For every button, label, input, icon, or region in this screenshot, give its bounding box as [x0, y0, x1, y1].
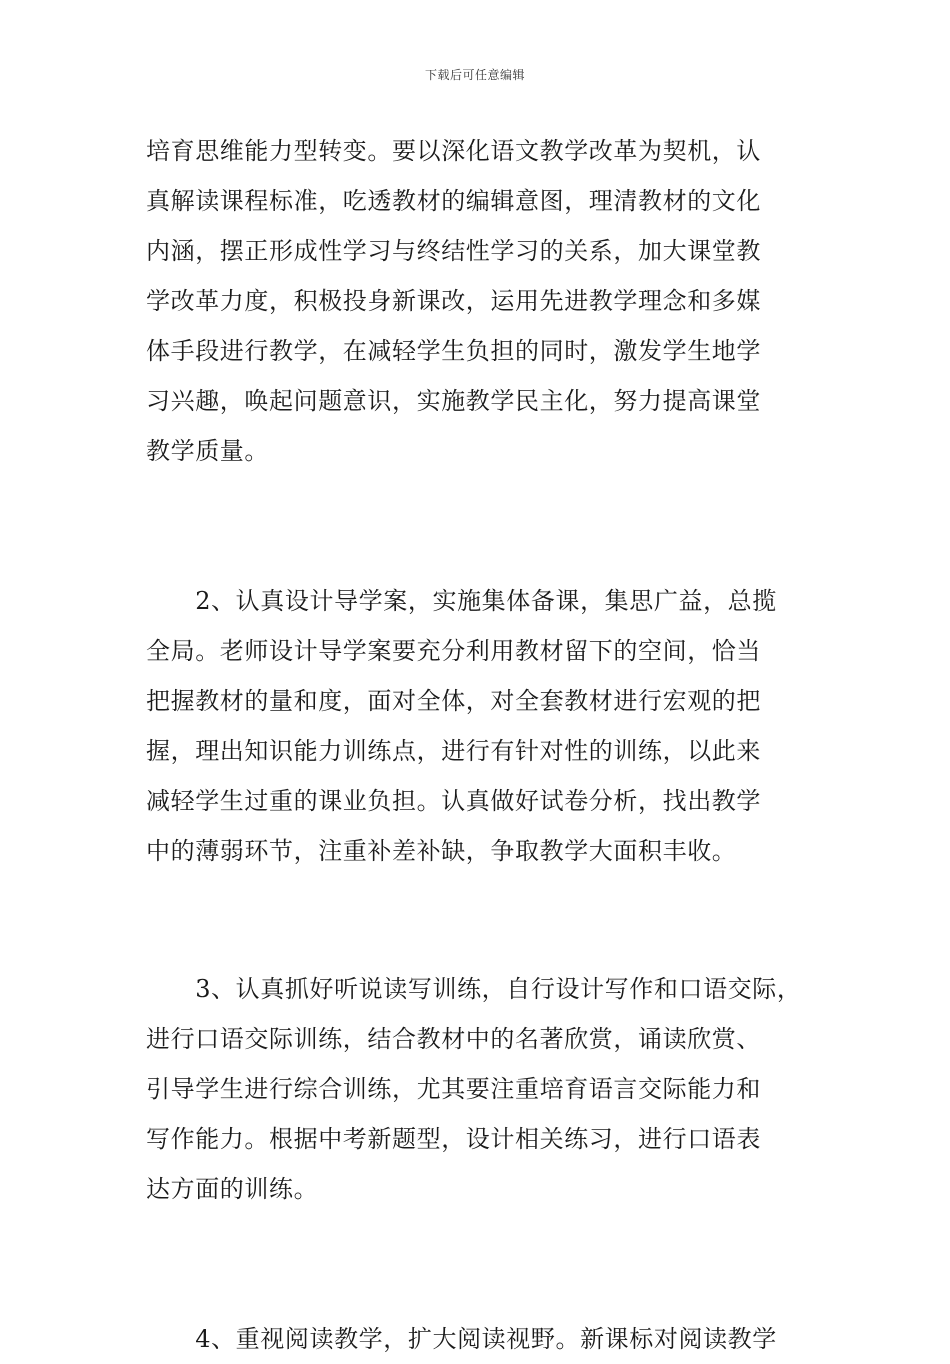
text-line: 中的薄弱环节，注重补差补缺，争取教学大面积丰收。: [146, 837, 737, 865]
text-line: 写作能力。根据中考新题型，设计相关练习，进行口语表: [146, 1125, 761, 1153]
text-line: 达方面的训练。: [146, 1175, 319, 1203]
paragraph-3: [146, 964, 826, 1214]
paragraph-spacer: [146, 476, 826, 576]
paragraph-4: [146, 1314, 826, 1364]
text-line: 全局。老师设计导学案要充分利用教材留下的空间，恰当: [146, 637, 761, 665]
text-line: 内涵，摆正形成性学习与终结性学习的关系，加大课堂教: [146, 237, 761, 265]
text-line: 习兴趣，唤起问题意识，实施教学民主化，努力提高课堂: [146, 387, 761, 415]
paragraph-spacer: [146, 1214, 826, 1314]
text-line: 2、认真设计导学案，实施集体备课，集思广益，总揽: [146, 587, 777, 615]
page-header: 下载后可任意编辑: [424, 68, 525, 82]
text-line: 3、认真抓好听说读写训练，自行设计写作和口语交际，: [146, 975, 802, 1003]
paragraph-2: [146, 576, 826, 876]
text-line: 握，理出知识能力训练点，进行有针对性的训练，以此来: [146, 737, 761, 765]
text-line: 培育思维能力型转变。要以深化语文教学改革为契机，认: [146, 137, 761, 165]
text-line: 减轻学生过重的课业负担。认真做好试卷分析，找出教学: [146, 787, 761, 815]
paragraph-spacer: [146, 876, 826, 964]
paragraph-1: [146, 126, 826, 476]
document-body: [146, 126, 826, 1364]
text-line: 进行口语交际训练，结合教材中的名著欣赏，诵读欣赏、: [146, 1025, 761, 1053]
text-line: 学改革力度，积极投身新课改，运用先进教学理念和多媒: [146, 287, 761, 315]
text-line: 引导学生进行综合训练，尤其要注重培育语言交际能力和: [146, 1075, 761, 1103]
text-line: 体手段进行教学，在减轻学生负担的同时，激发学生地学: [146, 337, 761, 365]
text-line: 把握教材的量和度，面对全体，对全套教材进行宏观的把: [146, 687, 761, 715]
text-line: 教学质量。: [146, 437, 269, 465]
text-line: 真解读课程标准，吃透教材的编辑意图，理清教材的文化: [146, 187, 761, 215]
text-line: 4、重视阅读教学，扩大阅读视野。新课标对阅读教学: [146, 1325, 777, 1353]
